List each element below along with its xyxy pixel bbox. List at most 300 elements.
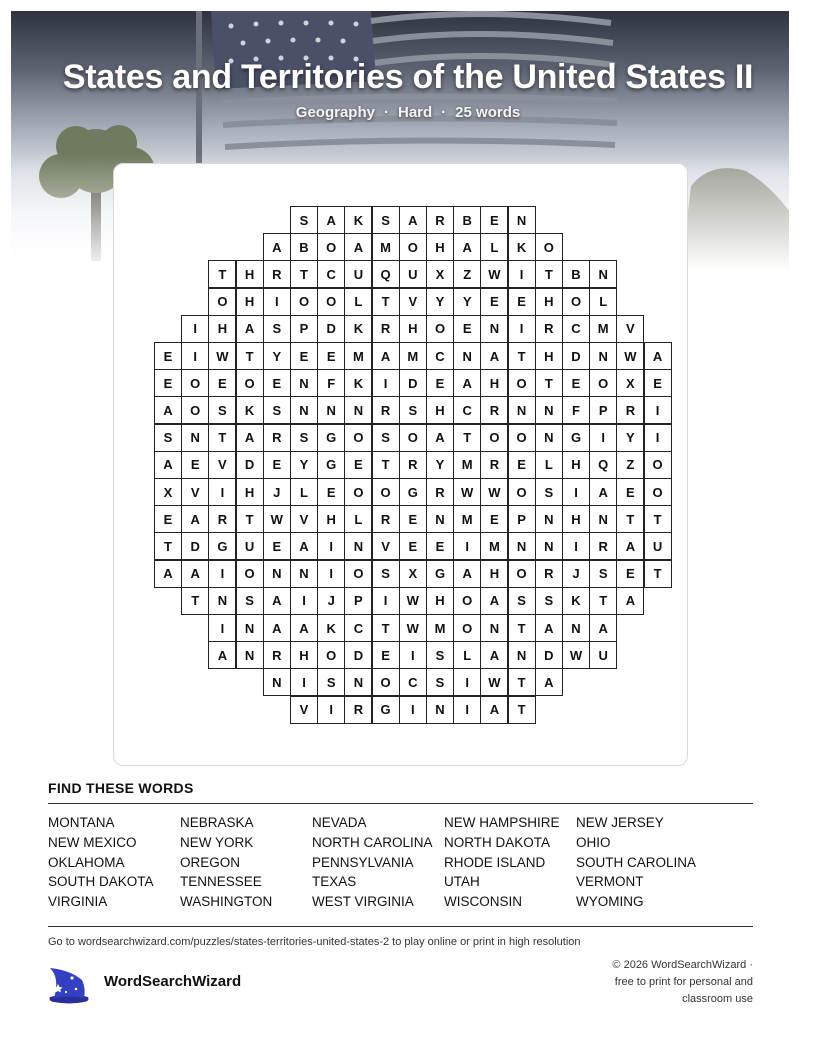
grid-cell[interactable]: O — [453, 587, 481, 615]
grid-cell[interactable]: T — [644, 505, 672, 533]
grid-cell[interactable]: T — [453, 424, 481, 452]
grid-cell[interactable]: I — [453, 668, 481, 696]
grid-cell[interactable]: T — [508, 342, 536, 370]
grid-cell[interactable]: I — [453, 532, 481, 560]
grid-cell[interactable]: S — [426, 641, 454, 669]
grid-cell[interactable]: O — [317, 288, 345, 316]
grid-cell[interactable]: R — [535, 315, 563, 343]
grid-cell[interactable]: N — [290, 369, 318, 397]
grid-cell[interactable]: A — [616, 587, 644, 615]
grid-cell[interactable]: W — [453, 478, 481, 506]
grid-cell[interactable]: T — [154, 532, 182, 560]
grid-cell[interactable]: G — [317, 424, 345, 452]
grid-cell[interactable]: D — [562, 342, 590, 370]
grid-cell[interactable]: E — [426, 532, 454, 560]
grid-cell[interactable]: H — [562, 505, 590, 533]
grid-cell[interactable]: O — [344, 478, 372, 506]
grid-cell[interactable]: R — [263, 260, 291, 288]
grid-cell[interactable]: R — [372, 505, 400, 533]
grid-cell[interactable]: T — [236, 342, 264, 370]
grid-cell[interactable]: E — [616, 560, 644, 588]
grid-cell[interactable]: H — [399, 315, 427, 343]
grid-cell[interactable]: H — [535, 342, 563, 370]
grid-cell[interactable]: X — [399, 560, 427, 588]
grid-cell[interactable]: N — [344, 668, 372, 696]
grid-cell[interactable]: I — [181, 342, 209, 370]
grid-cell[interactable]: E — [263, 532, 291, 560]
grid-cell[interactable]: S — [317, 668, 345, 696]
grid-cell[interactable]: Q — [372, 260, 400, 288]
grid-cell[interactable]: S — [372, 560, 400, 588]
grid-cell[interactable]: E — [616, 478, 644, 506]
grid-cell[interactable]: P — [344, 587, 372, 615]
grid-cell[interactable]: V — [399, 288, 427, 316]
grid-cell[interactable]: L — [480, 233, 508, 261]
grid-cell[interactable]: W — [480, 260, 508, 288]
grid-cell[interactable]: I — [644, 424, 672, 452]
grid-cell[interactable]: T — [372, 614, 400, 642]
grid-cell[interactable]: U — [399, 260, 427, 288]
grid-cell[interactable]: O — [508, 369, 536, 397]
grid-cell[interactable]: E — [154, 369, 182, 397]
grid-cell[interactable]: B — [453, 206, 481, 234]
grid-cell[interactable]: Y — [426, 288, 454, 316]
grid-cell[interactable]: H — [535, 288, 563, 316]
grid-cell[interactable]: O — [508, 424, 536, 452]
grid-cell[interactable]: A — [236, 424, 264, 452]
grid-cell[interactable]: N — [562, 614, 590, 642]
grid-cell[interactable]: U — [236, 532, 264, 560]
grid-cell[interactable]: O — [562, 288, 590, 316]
grid-cell[interactable]: S — [236, 587, 264, 615]
grid-cell[interactable]: T — [290, 260, 318, 288]
grid-cell[interactable]: A — [372, 342, 400, 370]
grid-cell[interactable]: S — [535, 587, 563, 615]
grid-cell[interactable]: A — [181, 505, 209, 533]
grid-cell[interactable]: A — [181, 560, 209, 588]
grid-cell[interactable]: A — [453, 560, 481, 588]
grid-cell[interactable]: O — [589, 369, 617, 397]
grid-cell[interactable]: W — [480, 478, 508, 506]
grid-cell[interactable]: A — [453, 369, 481, 397]
grid-cell[interactable]: U — [589, 641, 617, 669]
grid-cell[interactable]: C — [562, 315, 590, 343]
grid-cell[interactable]: T — [372, 288, 400, 316]
grid-cell[interactable]: E — [399, 505, 427, 533]
grid-cell[interactable]: I — [263, 288, 291, 316]
grid-cell[interactable]: L — [344, 288, 372, 316]
grid-cell[interactable]: H — [290, 641, 318, 669]
grid-cell[interactable]: A — [154, 451, 182, 479]
grid-cell[interactable]: Y — [616, 424, 644, 452]
grid-cell[interactable]: G — [317, 451, 345, 479]
grid-cell[interactable]: L — [453, 641, 481, 669]
grid-cell[interactable]: N — [480, 315, 508, 343]
grid-cell[interactable]: J — [317, 587, 345, 615]
grid-cell[interactable]: I — [317, 532, 345, 560]
grid-cell[interactable]: E — [263, 451, 291, 479]
grid-cell[interactable]: O — [317, 233, 345, 261]
grid-cell[interactable]: A — [480, 696, 508, 724]
grid-cell[interactable]: K — [344, 315, 372, 343]
grid-cell[interactable]: M — [453, 451, 481, 479]
grid-cell[interactable]: J — [263, 478, 291, 506]
grid-cell[interactable]: I — [208, 560, 236, 588]
grid-cell[interactable]: K — [562, 587, 590, 615]
grid-cell[interactable]: T — [372, 451, 400, 479]
grid-cell[interactable]: O — [236, 560, 264, 588]
grid-cell[interactable]: I — [317, 696, 345, 724]
grid-cell[interactable]: S — [589, 560, 617, 588]
grid-cell[interactable]: O — [480, 424, 508, 452]
grid-cell[interactable]: I — [290, 587, 318, 615]
grid-cell[interactable]: O — [236, 369, 264, 397]
grid-cell[interactable]: M — [372, 233, 400, 261]
grid-cell[interactable]: H — [426, 233, 454, 261]
grid-cell[interactable]: S — [263, 315, 291, 343]
grid-cell[interactable]: E — [290, 342, 318, 370]
grid-cell[interactable]: L — [290, 478, 318, 506]
grid-cell[interactable]: J — [562, 560, 590, 588]
grid-cell[interactable]: I — [508, 315, 536, 343]
grid-cell[interactable]: A — [208, 641, 236, 669]
grid-cell[interactable]: Z — [616, 451, 644, 479]
grid-cell[interactable]: N — [589, 260, 617, 288]
grid-cell[interactable]: N — [453, 342, 481, 370]
grid-cell[interactable]: T — [535, 260, 563, 288]
grid-cell[interactable]: K — [344, 206, 372, 234]
grid-cell[interactable]: A — [236, 315, 264, 343]
grid-cell[interactable]: M — [589, 315, 617, 343]
grid-cell[interactable]: A — [317, 206, 345, 234]
grid-cell[interactable]: N — [263, 668, 291, 696]
grid-cell[interactable]: W — [399, 614, 427, 642]
grid-cell[interactable]: A — [453, 233, 481, 261]
grid-cell[interactable]: G — [426, 560, 454, 588]
grid-cell[interactable]: H — [317, 505, 345, 533]
grid-cell[interactable]: E — [399, 532, 427, 560]
grid-cell[interactable]: R — [480, 396, 508, 424]
grid-cell[interactable]: I — [453, 696, 481, 724]
grid-cell[interactable]: T — [208, 260, 236, 288]
grid-cell[interactable]: R — [399, 451, 427, 479]
grid-cell[interactable]: N — [508, 206, 536, 234]
grid-cell[interactable]: S — [263, 396, 291, 424]
grid-cell[interactable]: T — [208, 424, 236, 452]
grid-cell[interactable]: X — [426, 260, 454, 288]
grid-cell[interactable]: O — [508, 478, 536, 506]
grid-cell[interactable]: A — [480, 587, 508, 615]
grid-cell[interactable]: K — [344, 369, 372, 397]
grid-cell[interactable]: K — [508, 233, 536, 261]
grid-cell[interactable]: M — [453, 505, 481, 533]
grid-cell[interactable]: A — [426, 424, 454, 452]
grid-cell[interactable]: E — [317, 342, 345, 370]
grid-cell[interactable]: E — [317, 478, 345, 506]
grid-cell[interactable]: I — [372, 587, 400, 615]
grid-cell[interactable]: N — [263, 560, 291, 588]
grid-cell[interactable]: A — [344, 233, 372, 261]
grid-cell[interactable]: E — [562, 369, 590, 397]
grid-cell[interactable]: N — [181, 424, 209, 452]
grid-cell[interactable]: N — [508, 532, 536, 560]
grid-cell[interactable]: O — [290, 288, 318, 316]
grid-cell[interactable]: Q — [589, 451, 617, 479]
grid-cell[interactable]: D — [181, 532, 209, 560]
grid-cell[interactable]: S — [208, 396, 236, 424]
grid-cell[interactable]: N — [508, 396, 536, 424]
grid-cell[interactable]: O — [508, 560, 536, 588]
grid-cell[interactable]: H — [236, 478, 264, 506]
grid-cell[interactable]: B — [290, 233, 318, 261]
grid-cell[interactable]: A — [290, 532, 318, 560]
grid-cell[interactable]: G — [562, 424, 590, 452]
grid-cell[interactable]: W — [480, 668, 508, 696]
grid-cell[interactable]: E — [480, 505, 508, 533]
grid-cell[interactable]: H — [208, 315, 236, 343]
grid-cell[interactable]: I — [372, 369, 400, 397]
grid-cell[interactable]: A — [399, 206, 427, 234]
grid-cell[interactable]: A — [535, 614, 563, 642]
grid-cell[interactable]: A — [535, 668, 563, 696]
grid-cell[interactable]: I — [562, 532, 590, 560]
grid-cell[interactable]: M — [344, 342, 372, 370]
grid-cell[interactable]: G — [372, 696, 400, 724]
grid-cell[interactable]: I — [589, 424, 617, 452]
grid-cell[interactable]: M — [399, 342, 427, 370]
grid-cell[interactable]: R — [372, 315, 400, 343]
grid-cell[interactable]: E — [154, 505, 182, 533]
grid-cell[interactable]: O — [644, 451, 672, 479]
grid-cell[interactable]: H — [426, 587, 454, 615]
grid-cell[interactable]: R — [263, 641, 291, 669]
grid-cell[interactable]: R — [535, 560, 563, 588]
grid-cell[interactable]: C — [399, 668, 427, 696]
grid-cell[interactable]: I — [208, 614, 236, 642]
grid-cell[interactable]: V — [372, 532, 400, 560]
grid-cell[interactable]: W — [399, 587, 427, 615]
grid-cell[interactable]: X — [616, 369, 644, 397]
grid-cell[interactable]: I — [508, 260, 536, 288]
grid-cell[interactable]: Y — [290, 451, 318, 479]
grid-cell[interactable]: S — [372, 424, 400, 452]
grid-cell[interactable]: G — [399, 478, 427, 506]
grid-cell[interactable]: W — [616, 342, 644, 370]
grid-cell[interactable]: W — [562, 641, 590, 669]
grid-cell[interactable]: F — [562, 396, 590, 424]
grid-cell[interactable]: E — [344, 451, 372, 479]
grid-cell[interactable]: D — [317, 315, 345, 343]
grid-cell[interactable]: N — [535, 424, 563, 452]
grid-cell[interactable]: X — [154, 478, 182, 506]
grid-cell[interactable]: K — [317, 614, 345, 642]
grid-cell[interactable]: D — [236, 451, 264, 479]
grid-cell[interactable]: B — [562, 260, 590, 288]
grid-cell[interactable]: R — [263, 424, 291, 452]
grid-cell[interactable]: E — [453, 315, 481, 343]
grid-cell[interactable]: N — [344, 396, 372, 424]
grid-cell[interactable]: S — [372, 206, 400, 234]
grid-cell[interactable]: R — [426, 206, 454, 234]
grid-cell[interactable]: V — [290, 505, 318, 533]
grid-cell[interactable]: R — [589, 532, 617, 560]
grid-cell[interactable]: H — [480, 560, 508, 588]
grid-cell[interactable]: P — [508, 505, 536, 533]
grid-cell[interactable]: T — [508, 614, 536, 642]
grid-cell[interactable]: A — [154, 560, 182, 588]
grid-cell[interactable]: O — [208, 288, 236, 316]
grid-cell[interactable]: W — [208, 342, 236, 370]
grid-cell[interactable]: E — [508, 288, 536, 316]
grid-cell[interactable]: C — [344, 614, 372, 642]
grid-cell[interactable]: N — [589, 342, 617, 370]
grid-cell[interactable]: N — [236, 614, 264, 642]
grid-cell[interactable]: O — [344, 424, 372, 452]
grid-cell[interactable]: Y — [263, 342, 291, 370]
grid-cell[interactable]: H — [562, 451, 590, 479]
grid-cell[interactable]: M — [480, 532, 508, 560]
grid-cell[interactable]: E — [508, 451, 536, 479]
grid-cell[interactable]: T — [508, 696, 536, 724]
grid-cell[interactable]: N — [535, 396, 563, 424]
grid-cell[interactable]: R — [344, 696, 372, 724]
grid-cell[interactable]: C — [317, 260, 345, 288]
grid-cell[interactable]: S — [535, 478, 563, 506]
grid-cell[interactable]: O — [453, 614, 481, 642]
grid-cell[interactable]: E — [480, 206, 508, 234]
grid-cell[interactable]: Y — [426, 451, 454, 479]
grid-cell[interactable]: M — [426, 614, 454, 642]
grid-cell[interactable]: N — [236, 641, 264, 669]
grid-cell[interactable]: O — [344, 560, 372, 588]
grid-cell[interactable]: S — [290, 424, 318, 452]
grid-cell[interactable]: T — [181, 587, 209, 615]
grid-cell[interactable]: C — [426, 342, 454, 370]
grid-cell[interactable]: O — [399, 233, 427, 261]
grid-cell[interactable]: T — [644, 560, 672, 588]
grid-cell[interactable]: A — [154, 396, 182, 424]
grid-cell[interactable]: N — [426, 696, 454, 724]
grid-cell[interactable]: E — [372, 641, 400, 669]
grid-cell[interactable]: D — [399, 369, 427, 397]
grid-cell[interactable]: T — [236, 505, 264, 533]
grid-cell[interactable]: O — [317, 641, 345, 669]
grid-cell[interactable]: E — [208, 369, 236, 397]
grid-cell[interactable]: D — [535, 641, 563, 669]
grid-cell[interactable]: E — [181, 451, 209, 479]
grid-cell[interactable]: N — [290, 560, 318, 588]
grid-cell[interactable]: O — [399, 424, 427, 452]
grid-cell[interactable]: P — [589, 396, 617, 424]
grid-cell[interactable]: L — [535, 451, 563, 479]
grid-cell[interactable]: N — [290, 396, 318, 424]
grid-cell[interactable]: A — [263, 587, 291, 615]
grid-cell[interactable]: S — [290, 206, 318, 234]
grid-cell[interactable]: I — [399, 641, 427, 669]
grid-cell[interactable]: I — [399, 696, 427, 724]
grid-cell[interactable]: R — [480, 451, 508, 479]
grid-cell[interactable]: V — [181, 478, 209, 506]
grid-cell[interactable]: A — [644, 342, 672, 370]
grid-cell[interactable]: A — [480, 641, 508, 669]
grid-cell[interactable]: I — [317, 560, 345, 588]
grid-cell[interactable]: O — [181, 369, 209, 397]
grid-cell[interactable]: O — [181, 396, 209, 424]
grid-cell[interactable]: S — [426, 668, 454, 696]
grid-cell[interactable]: O — [372, 668, 400, 696]
grid-cell[interactable]: G — [208, 532, 236, 560]
grid-cell[interactable]: Y — [453, 288, 481, 316]
grid-cell[interactable]: N — [480, 614, 508, 642]
grid-cell[interactable]: S — [154, 424, 182, 452]
grid-cell[interactable]: N — [535, 532, 563, 560]
grid-cell[interactable]: U — [344, 260, 372, 288]
grid-cell[interactable]: O — [644, 478, 672, 506]
grid-cell[interactable]: T — [616, 505, 644, 533]
grid-cell[interactable]: I — [562, 478, 590, 506]
grid-cell[interactable]: S — [508, 587, 536, 615]
grid-cell[interactable]: O — [372, 478, 400, 506]
grid-cell[interactable]: F — [317, 369, 345, 397]
grid-cell[interactable]: T — [535, 369, 563, 397]
grid-cell[interactable]: E — [426, 369, 454, 397]
grid-cell[interactable]: A — [290, 614, 318, 642]
grid-cell[interactable]: A — [589, 478, 617, 506]
grid-cell[interactable]: N — [426, 505, 454, 533]
grid-cell[interactable]: I — [181, 315, 209, 343]
grid-cell[interactable]: I — [290, 668, 318, 696]
grid-cell[interactable]: E — [154, 342, 182, 370]
grid-cell[interactable]: W — [263, 505, 291, 533]
grid-cell[interactable]: N — [317, 396, 345, 424]
grid-cell[interactable]: Z — [453, 260, 481, 288]
grid-cell[interactable]: V — [290, 696, 318, 724]
grid-cell[interactable]: V — [616, 315, 644, 343]
grid-cell[interactable]: O — [426, 315, 454, 343]
grid-cell[interactable]: S — [399, 396, 427, 424]
grid-cell[interactable]: I — [644, 396, 672, 424]
grid-cell[interactable]: A — [480, 342, 508, 370]
grid-cell[interactable]: T — [508, 668, 536, 696]
grid-cell[interactable]: R — [208, 505, 236, 533]
grid-cell[interactable]: C — [453, 396, 481, 424]
grid-cell[interactable]: R — [616, 396, 644, 424]
grid-cell[interactable]: U — [644, 532, 672, 560]
grid-cell[interactable]: L — [589, 288, 617, 316]
grid-cell[interactable]: N — [535, 505, 563, 533]
grid-cell[interactable]: L — [344, 505, 372, 533]
grid-cell[interactable]: R — [426, 478, 454, 506]
grid-cell[interactable]: P — [290, 315, 318, 343]
grid-cell[interactable]: O — [535, 233, 563, 261]
grid-cell[interactable]: V — [208, 451, 236, 479]
grid-cell[interactable]: A — [263, 233, 291, 261]
grid-cell[interactable]: T — [589, 587, 617, 615]
grid-cell[interactable]: K — [236, 396, 264, 424]
grid-cell[interactable]: H — [236, 260, 264, 288]
grid-cell[interactable]: E — [263, 369, 291, 397]
grid-cell[interactable]: E — [644, 369, 672, 397]
grid-cell[interactable]: A — [589, 614, 617, 642]
grid-cell[interactable]: A — [263, 614, 291, 642]
grid-cell[interactable]: H — [236, 288, 264, 316]
grid-cell[interactable]: H — [480, 369, 508, 397]
grid-cell[interactable]: N — [508, 641, 536, 669]
grid-cell[interactable]: I — [208, 478, 236, 506]
grid-cell[interactable]: N — [589, 505, 617, 533]
grid-cell[interactable]: A — [616, 532, 644, 560]
grid-cell[interactable]: R — [372, 396, 400, 424]
